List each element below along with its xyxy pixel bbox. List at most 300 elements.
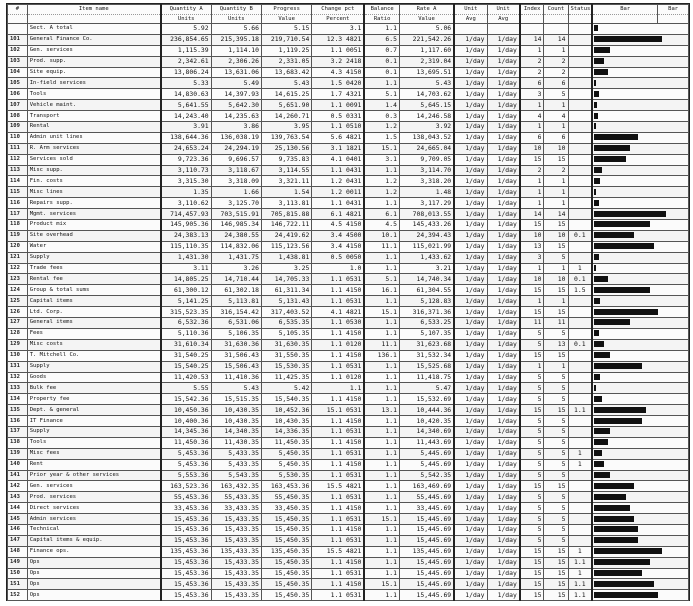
cell-c: 1.54 — [261, 187, 311, 198]
cell-id: 136 — [8, 416, 28, 427]
cell-name: Ops — [27, 568, 161, 579]
table-row — [8, 252, 689, 263]
cell-h: 6 — [544, 132, 568, 143]
cell-c: 3,114.55 — [261, 165, 311, 176]
table-row — [8, 78, 689, 89]
table-row — [8, 89, 689, 100]
cell-u2: 1/day — [487, 34, 520, 45]
cell-c: 14,260.71 — [261, 111, 311, 122]
column-header: Progress — [261, 5, 311, 15]
cell-h: 5 — [544, 383, 568, 394]
cell-d: 1.7 4321 — [312, 89, 365, 100]
cell-u2: 1/day — [487, 383, 520, 394]
cell-f: 2,319.04 — [399, 56, 454, 67]
cell-name: Gen. services — [27, 45, 161, 56]
value-bar — [594, 47, 610, 53]
cell-e: 6.1 — [364, 209, 399, 220]
cell-b: 703,515.91 — [211, 209, 261, 220]
cell-id: 124 — [8, 285, 28, 296]
cell-id: 121 — [8, 252, 28, 263]
cell-id: 119 — [8, 230, 28, 241]
cell-c: 317,403.52 — [261, 307, 311, 318]
cell-g: 11 — [520, 318, 544, 329]
cell-a: 6,532.36 — [161, 318, 211, 329]
bar-cell — [592, 318, 688, 329]
cell-h: 14 — [544, 34, 568, 45]
cell-id: 130 — [8, 350, 28, 361]
cell-u1: 1/day — [454, 198, 487, 209]
cell-h: 15 — [544, 579, 568, 590]
cell-f: 14,340.69 — [399, 426, 454, 437]
cell-g: 15 — [520, 546, 544, 557]
cell-flag — [568, 416, 592, 427]
bar-cell — [592, 111, 688, 122]
cell-flag: 1.1 — [568, 590, 592, 601]
cell-f: 708,013.55 — [399, 209, 454, 220]
bar-cell — [592, 165, 688, 176]
cell-g: 5 — [520, 448, 544, 459]
table-row — [8, 230, 689, 241]
cell-d: 3.1 — [312, 24, 365, 35]
table-row — [8, 437, 689, 448]
cell-u2: 1/day — [487, 361, 520, 372]
table-row — [8, 198, 689, 209]
cell-u2: 1/day — [487, 274, 520, 285]
cell-c: 163,453.36 — [261, 481, 311, 492]
cell-f: 15,525.68 — [399, 361, 454, 372]
bar-cell — [592, 307, 688, 318]
cell-a: 33,453.36 — [161, 503, 211, 514]
cell-name: Misc costs — [27, 339, 161, 350]
cell-e: 0.7 — [364, 45, 399, 56]
cell-u2: 1/day — [487, 252, 520, 263]
cell-b: 5,642.30 — [211, 100, 261, 111]
cell-h — [544, 24, 568, 35]
cell-c: 5.15 — [261, 24, 311, 35]
cell-a: 5,453.36 — [161, 459, 211, 470]
cell-d: 0.5 0050 — [312, 252, 365, 263]
table-row — [8, 524, 689, 535]
cell-b: 3,118.67 — [211, 165, 261, 176]
cell-c: 5.43 — [261, 78, 311, 89]
cell-name: Product mix — [27, 220, 161, 231]
cell-flag: 0.1 — [568, 230, 592, 241]
cell-id: 114 — [8, 176, 28, 187]
bar-cell — [592, 220, 688, 231]
cell-id: 129 — [8, 339, 28, 350]
value-bar — [594, 69, 608, 75]
cell-id: 110 — [8, 132, 28, 143]
bar-cell — [592, 241, 688, 252]
cell-id: 137 — [8, 426, 28, 437]
cell-flag — [568, 67, 592, 78]
cell-c: 5,530.35 — [261, 470, 311, 481]
cell-a: 55,453.36 — [161, 492, 211, 503]
cell-a: 15,540.25 — [161, 361, 211, 372]
cell-flag — [568, 426, 592, 437]
cell-u1: 1/day — [454, 252, 487, 263]
cell-u2: 1/day — [487, 470, 520, 481]
cell-id: 109 — [8, 122, 28, 133]
cell-e: 1.1 — [364, 459, 399, 470]
cell-f: 15,445.69 — [399, 514, 454, 525]
bar-cell — [592, 89, 688, 100]
table-row — [8, 503, 689, 514]
value-bar — [594, 330, 599, 336]
cell-u2: 1/day — [487, 209, 520, 220]
cell-u2: 1/day — [487, 56, 520, 67]
cell-d: 1.1 4150 — [312, 416, 365, 427]
cell-name: Prod. supp. — [27, 56, 161, 67]
table-row — [8, 535, 689, 546]
cell-flag — [568, 122, 592, 133]
cell-c: 11,425.35 — [261, 372, 311, 383]
cell-d: 1.1 0531 — [312, 426, 365, 437]
cell-u2: 1/day — [487, 100, 520, 111]
cell-u1 — [454, 24, 487, 35]
cell-name: Ltd. Corp. — [27, 307, 161, 318]
cell-d: 1.1 4150 — [312, 328, 365, 339]
cell-b: 114,832.06 — [211, 241, 261, 252]
cell-id: 151 — [8, 579, 28, 590]
cell-a: 3.91 — [161, 122, 211, 133]
cell-h: 1 — [544, 45, 568, 56]
cell-e: 136.1 — [364, 350, 399, 361]
cell-id: 138 — [8, 437, 28, 448]
cell-a: 9,723.36 — [161, 154, 211, 165]
cell-b: 1.66 — [211, 187, 261, 198]
cell-h: 15 — [544, 285, 568, 296]
cell-f: 316,371.36 — [399, 307, 454, 318]
column-header — [8, 14, 28, 24]
cell-e: 1.1 — [364, 437, 399, 448]
cell-u1: 1/day — [454, 67, 487, 78]
table-row — [8, 394, 689, 405]
cell-f: 115,021.99 — [399, 241, 454, 252]
cell-c: 10,430.35 — [261, 416, 311, 427]
value-bar — [594, 243, 654, 249]
cell-d: 4.1 0401 — [312, 154, 365, 165]
cell-name: Services sold — [27, 154, 161, 165]
cell-flag — [568, 470, 592, 481]
cell-d: 1.1 0531 — [312, 492, 365, 503]
cell-a: 1.35 — [161, 187, 211, 198]
cell-flag — [568, 100, 592, 111]
table-row — [8, 285, 689, 296]
cell-name: Repairs supp. — [27, 198, 161, 209]
cell-h: 1 — [544, 263, 568, 274]
cell-b: 15,515.35 — [211, 394, 261, 405]
cell-c: 115,123.56 — [261, 241, 311, 252]
cell-f: 61,304.55 — [399, 285, 454, 296]
cell-d: 4.3 4150 — [312, 67, 365, 78]
cell-f: 5,107.35 — [399, 328, 454, 339]
cell-id: 139 — [8, 448, 28, 459]
cell-id — [8, 24, 28, 35]
cell-g: 15 — [520, 405, 544, 416]
table-row — [8, 220, 689, 231]
cell-d: 1.1 4150 — [312, 437, 365, 448]
cell-c: 14,615.25 — [261, 89, 311, 100]
cell-h: 1 — [544, 296, 568, 307]
cell-u1: 1/day — [454, 361, 487, 372]
cell-d: 15.1 0531 — [312, 405, 365, 416]
cell-b: 24,294.19 — [211, 143, 261, 154]
cell-u1: 1/day — [454, 100, 487, 111]
table-row — [8, 481, 689, 492]
cell-f: 3,117.29 — [399, 198, 454, 209]
cell-u1: 1/day — [454, 187, 487, 198]
cell-u1: 1/day — [454, 579, 487, 590]
cell-f: 13,695.51 — [399, 67, 454, 78]
value-bar — [594, 156, 626, 162]
cell-u2: 1/day — [487, 557, 520, 568]
cell-f: 5.47 — [399, 383, 454, 394]
cell-h: 1 — [544, 187, 568, 198]
cell-id: 128 — [8, 328, 28, 339]
cell-b: 5,433.35 — [211, 448, 261, 459]
cell-u2: 1/day — [487, 492, 520, 503]
cell-c: 1,438.81 — [261, 252, 311, 263]
cell-u2: 1/day — [487, 546, 520, 557]
column-header: Value — [261, 14, 311, 24]
value-bar — [594, 363, 642, 369]
cell-f: 14,740.34 — [399, 274, 454, 285]
cell-b: 3.26 — [211, 263, 261, 274]
cell-u2: 1/day — [487, 416, 520, 427]
cell-f: 3,318.20 — [399, 176, 454, 187]
cell-f: 15,532.69 — [399, 394, 454, 405]
cell-h: 5 — [544, 416, 568, 427]
cell-a: 5.55 — [161, 383, 211, 394]
value-bar — [594, 91, 599, 97]
column-header: Value — [399, 14, 454, 24]
cell-c: 13,683.42 — [261, 67, 311, 78]
cell-e: 13.1 — [364, 405, 399, 416]
value-bar — [594, 276, 608, 282]
table-header — [8, 5, 689, 24]
cell-c: 135,450.35 — [261, 546, 311, 557]
cell-a: 14,805.25 — [161, 274, 211, 285]
cell-u1: 1/day — [454, 111, 487, 122]
cell-g: 15 — [520, 307, 544, 318]
bar-cell — [592, 296, 688, 307]
cell-b: 3,125.70 — [211, 198, 261, 209]
cell-c: 15,540.35 — [261, 394, 311, 405]
cell-a: 61,300.12 — [161, 285, 211, 296]
column-header — [544, 14, 568, 24]
cell-e: 1.1 — [364, 492, 399, 503]
cell-e: 1.1 — [364, 426, 399, 437]
cell-u1: 1/day — [454, 492, 487, 503]
cell-id: 112 — [8, 154, 28, 165]
value-bar — [594, 200, 599, 206]
cell-a: 31,610.34 — [161, 339, 211, 350]
cell-b: 14,397.93 — [211, 89, 261, 100]
cell-c: 61,311.34 — [261, 285, 311, 296]
cell-id: 115 — [8, 187, 28, 198]
value-bar — [594, 428, 610, 434]
cell-g: 5 — [520, 470, 544, 481]
cell-a: 5.92 — [161, 24, 211, 35]
cell-u1: 1/day — [454, 568, 487, 579]
cell-u2: 1/day — [487, 590, 520, 601]
cell-a: 115,110.35 — [161, 241, 211, 252]
table-row — [8, 154, 689, 165]
cell-h: 15 — [544, 481, 568, 492]
cell-a: 1,115.39 — [161, 45, 211, 56]
cell-id: 134 — [8, 394, 28, 405]
bar-cell — [592, 546, 688, 557]
cell-g: 15 — [520, 350, 544, 361]
cell-flag — [568, 220, 592, 231]
cell-a: 15,453.36 — [161, 514, 211, 525]
value-bar — [594, 450, 602, 456]
cell-g: 5 — [520, 459, 544, 470]
cell-flag — [568, 524, 592, 535]
cell-name: Goods — [27, 372, 161, 383]
table-row — [8, 67, 689, 78]
column-header: # — [8, 5, 28, 15]
cell-d: 6.1 4821 — [312, 209, 365, 220]
cell-f: 1,117.60 — [399, 45, 454, 56]
cell-flag: 1 — [568, 448, 592, 459]
table-row — [8, 579, 689, 590]
cell-b: 14,710.44 — [211, 274, 261, 285]
value-bar — [594, 418, 642, 424]
cell-u2: 1/day — [487, 67, 520, 78]
cell-a: 15,453.36 — [161, 524, 211, 535]
cell-h: 5 — [544, 524, 568, 535]
cell-a: 15,453.36 — [161, 535, 211, 546]
cell-g: 15 — [520, 285, 544, 296]
cell-d: 1.1 0531 — [312, 470, 365, 481]
cell-flag — [568, 241, 592, 252]
cell-u1: 1/day — [454, 318, 487, 329]
cell-g: 3 — [520, 89, 544, 100]
cell-u1: 1/day — [454, 503, 487, 514]
cell-b: 10,430.35 — [211, 416, 261, 427]
bar-cell — [592, 470, 688, 481]
cell-c: 24,419.62 — [261, 230, 311, 241]
table-row — [8, 557, 689, 568]
cell-f: 15,445.69 — [399, 579, 454, 590]
cell-g: 5 — [520, 535, 544, 546]
cell-f: 15,445.69 — [399, 524, 454, 535]
cell-f: 15,445.69 — [399, 590, 454, 601]
cell-u2: 1/day — [487, 285, 520, 296]
cell-h: 5 — [544, 448, 568, 459]
cell-u1: 1/day — [454, 459, 487, 470]
cell-name: Tools — [27, 89, 161, 100]
cell-f: 24,394.43 — [399, 230, 454, 241]
table-row — [8, 568, 689, 579]
cell-c: 15,450.35 — [261, 557, 311, 568]
cell-a: 138,644.36 — [161, 132, 211, 143]
cell-f: 135,445.69 — [399, 546, 454, 557]
value-bar — [594, 319, 630, 325]
cell-h: 14 — [544, 209, 568, 220]
cell-e: 1.1 — [364, 24, 399, 35]
table-row — [8, 132, 689, 143]
cell-f: 5,445.69 — [399, 448, 454, 459]
cell-u1: 1/day — [454, 34, 487, 45]
cell-b: 5,543.35 — [211, 470, 261, 481]
value-bar — [594, 494, 626, 500]
cell-flag — [568, 307, 592, 318]
column-header — [658, 14, 689, 24]
cell-a: 24,383.13 — [161, 230, 211, 241]
cell-f: 3,114.70 — [399, 165, 454, 176]
cell-d: 1.1 0091 — [312, 100, 365, 111]
cell-u2: 1/day — [487, 568, 520, 579]
cell-f: 5.06 — [399, 24, 454, 35]
value-bar — [594, 189, 596, 195]
cell-c: 2,331.05 — [261, 56, 311, 67]
cell-u1: 1/day — [454, 263, 487, 274]
cell-u1: 1/day — [454, 176, 487, 187]
cell-a: 13,806.24 — [161, 67, 211, 78]
cell-b: 15,506.43 — [211, 361, 261, 372]
column-header — [592, 14, 658, 24]
column-header: Quantity A — [161, 5, 211, 15]
bar-cell — [592, 285, 688, 296]
cell-c: 219,710.54 — [261, 34, 311, 45]
cell-g: 10 — [520, 230, 544, 241]
cell-a: 3,110.73 — [161, 165, 211, 176]
column-header: Avg — [487, 14, 520, 24]
cell-h: 15 — [544, 568, 568, 579]
bar-cell — [592, 24, 688, 35]
cell-flag — [568, 394, 592, 405]
cell-f: 14,246.58 — [399, 111, 454, 122]
cell-d: 1.1 4150 — [312, 579, 365, 590]
cell-d: 1.1 0120 — [312, 339, 365, 350]
cell-name: T. Mitchell Co. — [27, 350, 161, 361]
cell-d: 1.2 0431 — [312, 176, 365, 187]
cell-c: 3.95 — [261, 122, 311, 133]
table-row — [8, 383, 689, 394]
table-row — [8, 339, 689, 350]
value-bar — [594, 58, 604, 64]
cell-g: 1 — [520, 296, 544, 307]
bar-cell — [592, 176, 688, 187]
cell-u2: 1/day — [487, 350, 520, 361]
bar-cell — [592, 143, 688, 154]
cell-c: 15,450.35 — [261, 514, 311, 525]
cell-e: 0.3 — [364, 111, 399, 122]
value-bar — [594, 309, 658, 315]
cell-u2 — [487, 24, 520, 35]
cell-name: Dept. & general — [27, 405, 161, 416]
cell-c: 5,450.35 — [261, 448, 311, 459]
cell-g: 14 — [520, 34, 544, 45]
cell-d: 4.5 4150 — [312, 220, 365, 231]
cell-name: Rent — [27, 459, 161, 470]
cell-id: 142 — [8, 481, 28, 492]
cell-b: 14,235.63 — [211, 111, 261, 122]
cell-c: 5,105.35 — [261, 328, 311, 339]
cell-g: 5 — [520, 372, 544, 383]
cell-u2: 1/day — [487, 143, 520, 154]
cell-h: 6 — [544, 78, 568, 89]
cell-h: 1 — [544, 176, 568, 187]
cell-g: 1 — [520, 361, 544, 372]
cell-h: 15 — [544, 307, 568, 318]
value-bar — [594, 505, 630, 511]
cell-u2: 1/day — [487, 524, 520, 535]
cell-u1: 1/day — [454, 383, 487, 394]
